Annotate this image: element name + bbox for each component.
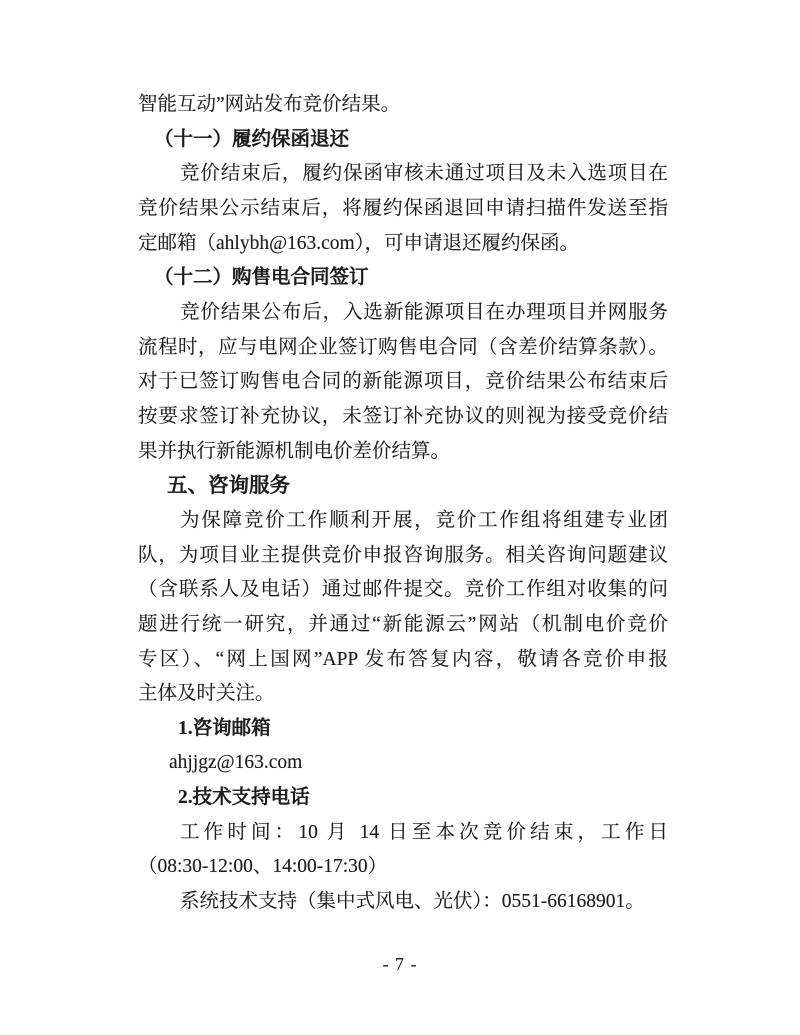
para-line: 竞价结果公示结束后，将履约保函退回申请扫描件发送至指 — [138, 197, 668, 219]
section-heading-5: 五、咨询服务 — [167, 474, 290, 498]
para-line-hours: （08:30-12:00、14:00-17:30） — [138, 856, 388, 878]
para-line: 工作时间：10 月 14 日至本次竞价结束，工作日 — [180, 821, 668, 843]
sub-heading-phone: 2.技术支持电话 — [178, 787, 310, 809]
para-line: 题进行统一研究，并通过“新能源云”网站（机制电价竞价 — [138, 613, 668, 635]
para-line: 专区）、“网上国网”APP 发布答复内容，敬请各竞价申报 — [138, 648, 668, 670]
para-line: 主体及时关注。 — [138, 683, 275, 705]
para-line: （含联系人及电话）通过邮件提交。竞价工作组对收集的问 — [138, 579, 668, 601]
para-line: 竞价结束后，履约保函审核未通过项目及未入选项目在 — [180, 163, 668, 185]
para-line: 流程时，应与电网企业签订购售电合同（含差价结算条款）。 — [138, 336, 668, 358]
para-line: 对于已签订购售电合同的新能源项目，竞价结果公布结束后 — [138, 371, 668, 393]
para-line: 为保障竞价工作顺利开展，竞价工作组将组建专业团 — [180, 509, 668, 531]
para-line-email-1: 定邮箱（ahlybh@163.com），可申请退还履约保函。 — [138, 232, 579, 254]
para-line-phone: 系统技术支持（集中式风电、光伏）：0551-66168901。 — [180, 891, 645, 913]
para-line: 智能互动”网站发布竞价结果。 — [138, 94, 401, 115]
sub-heading-email: 1.咨询邮箱 — [178, 717, 271, 739]
heading-item-12: （十二）购售电合同签订 — [154, 267, 369, 289]
para-line: 竞价结果公布后，入选新能源项目在办理项目并网服务 — [180, 301, 668, 323]
page-number: - 7 - — [382, 954, 418, 974]
heading-item-11: （十一）履约保函退还 — [154, 128, 350, 150]
email-line: ahjjgz@163.com — [169, 752, 303, 774]
para-line: 按要求签订补充协议，未签订补充协议的则视为接受竞价结 — [138, 405, 668, 427]
document-body — [138, 88, 668, 920]
para-line: 队，为项目业主提供竞价申报咨询服务。相关咨询问题建议 — [138, 544, 668, 566]
para-line: 果并执行新能源机制电价差价结算。 — [138, 440, 451, 462]
